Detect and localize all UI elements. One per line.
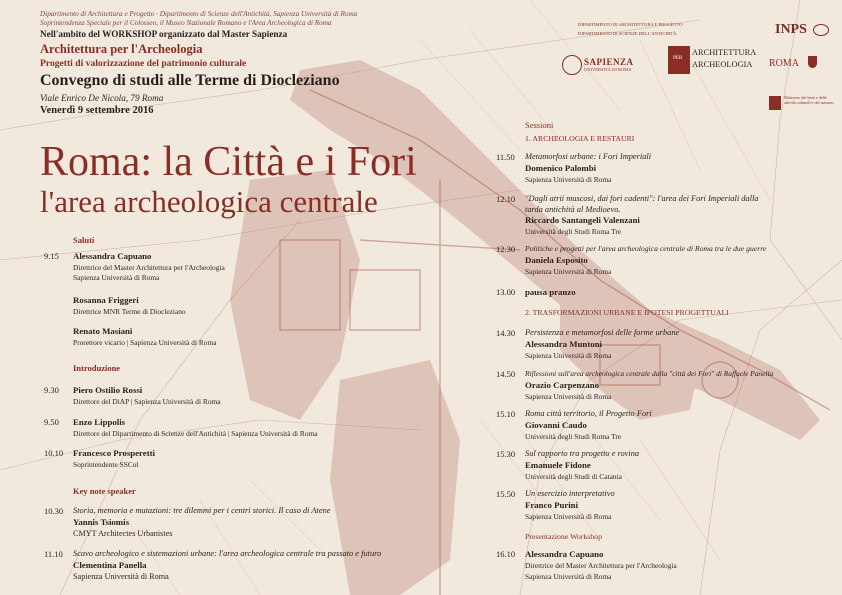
roma-logo: ROMA xyxy=(769,58,800,69)
intro-role-2: Direttore del Dipartimento di Scienze dell'Antichità | Sapienza Università di Roma xyxy=(73,429,318,438)
s2-name-2: Orazio Carpenzano xyxy=(525,380,600,390)
dept-label-2: DIPARTIMENTO DI SCIENZE DELL'ANTICHITÀ xyxy=(578,30,677,36)
convegno-title: Convegno di studi alle Terme di Diocleziano xyxy=(40,72,340,89)
lunch-time: 13.00 xyxy=(496,287,516,297)
dept-line-1: Dipartimento di Architettura e Progetto · Dipartimento di Scienze dell'Antichità, Sapienza Università di Roma xyxy=(40,10,358,18)
saluti-name-1: Alessandra Capuano xyxy=(73,251,152,261)
keynote-role-1: CMYT Architectes Urbanistes xyxy=(73,529,173,538)
master-title: Architettura per l'Archeologia xyxy=(40,42,203,56)
saluti-heading: Saluti xyxy=(73,235,95,245)
ministero-emblem-icon xyxy=(769,96,781,110)
presentation-heading: Presentazione Workshop xyxy=(525,532,602,541)
s1-name-1: Domenico Palombi xyxy=(525,163,597,173)
s2-role-3: Università degli Studi Roma Tre xyxy=(525,432,622,441)
intro-name-1: Piero Ostilio Rossi xyxy=(73,385,143,395)
subtitle: l'area archeologica centrale xyxy=(40,184,378,219)
keynote-heading: Key note speaker xyxy=(73,486,136,496)
intro-name-2: Enzo Lippolis xyxy=(73,417,126,427)
saluti-role-1b: Sapienza Università di Roma xyxy=(73,273,160,282)
dept-label-1: DIPARTIMENTO DI ARCHITETTURA E PROGETTO xyxy=(578,22,683,27)
s2-title-4: Sul rapporto tra progetto e rovina xyxy=(525,449,640,458)
keynote-name-1: Yannis Tsiomis xyxy=(73,517,129,527)
intro-name-3: Francesco Prosperetti xyxy=(73,448,155,458)
s2-time-4: 15.30 xyxy=(496,449,516,459)
colosseum-icon xyxy=(813,24,829,36)
s2-role-2: Sapienza Università di Roma xyxy=(525,392,612,401)
s1-role-2: Università degli Studi Roma Tre xyxy=(525,227,622,236)
s1-name-3: Daniela Esposito xyxy=(525,255,588,265)
s2-title-3: Roma città territorio, il Progetto Fori xyxy=(525,409,652,418)
sapienza-logo: SAPIENZA xyxy=(584,57,634,67)
s2-time-5: 15.50 xyxy=(496,489,516,499)
s1-role-3: Sapienza Università di Roma xyxy=(525,267,612,276)
s2-time-1: 14.30 xyxy=(496,328,516,338)
event-date: Venerdì 9 settembre 2016 xyxy=(40,105,154,116)
s2-time-3: 15.10 xyxy=(496,409,516,419)
session2-heading: 2. TRASFORMAZIONI URBANE E IPOTESI PROGETTUALI xyxy=(525,308,729,317)
keynote-role-2: Sapienza Università di Roma xyxy=(73,572,169,581)
intro-time-1: 9.30 xyxy=(44,385,59,395)
archi-logo-line2: ARCHEOLOGIA xyxy=(692,60,753,69)
s1-time-3: 12.30 xyxy=(496,244,516,254)
session1-heading: 1. ARCHEOLOGIA E RESTAURI xyxy=(525,134,635,143)
presentation-name: Alessandra Capuano xyxy=(525,549,604,559)
address: Viale Enrico De Nicola, 79 Roma xyxy=(40,93,164,103)
s1-time-2: 12.10 xyxy=(496,194,516,204)
dept-line-2: Soprintendenza Speciale per il Colosseo, il Museo Nazionale Romano e l'Area Archeologica di Roma xyxy=(40,19,332,27)
archi-logo-block xyxy=(668,46,690,74)
saluti-role-3: Prorettore vicario | Sapienza Università di Roma xyxy=(73,338,217,347)
s2-role-1: Sapienza Università di Roma xyxy=(525,351,612,360)
keynote-time-2: 11.10 xyxy=(44,549,63,559)
intro-time-2: 9.50 xyxy=(44,417,59,427)
s1-title-3: Politiche e progetti per l'area archeologica centrale di Roma tra le due guerre xyxy=(525,244,767,253)
s1-title-1: Metamorfosi urbane: i Fori Imperiali xyxy=(525,152,652,161)
presentation-role-2: Sapienza Università di Roma xyxy=(525,572,612,581)
saluti-name-3: Renato Masiani xyxy=(73,326,133,336)
s1-role-1: Sapienza Università di Roma xyxy=(525,175,612,184)
s2-name-1: Alessandra Muntoni xyxy=(525,339,602,349)
architettura-archeologia-logo xyxy=(668,46,760,74)
presentation-time: 16.10 xyxy=(496,549,516,559)
workshop-line: Nell'ambito del WORKSHOP organizzato dal Master Sapienza xyxy=(40,29,288,39)
saluti-time-1: 9.15 xyxy=(44,251,59,261)
master-subtitle: Progetti di valorizzazione del patrimonio culturale xyxy=(40,58,247,69)
presentation-role-1: Direttrice del Master Architettura per l'Archeologia xyxy=(525,561,677,570)
s2-role-4: Università degli Studi di Catania xyxy=(525,472,622,481)
dept-logos xyxy=(560,22,683,36)
intro-role-3: Soprintendente SSCol xyxy=(73,460,139,469)
intro-role-1: Direttore del DiAP | Sapienza Università di Roma xyxy=(73,397,221,406)
archi-logo-line1: ARCHITETTURA xyxy=(692,48,757,57)
s1-title-2b: tarda antichità al Medioevo. xyxy=(525,205,621,214)
saluti-role-2: Direttrice MNR Terme di Diocleziano xyxy=(73,307,186,316)
s2-name-4: Emanuele Fidone xyxy=(525,460,591,470)
keynote-title-2: Scavo archeologico e sistemazioni urbane: l'area archeologica centrale tra passato e futuro xyxy=(73,549,382,558)
intro-time-3: 10.10 xyxy=(44,448,64,458)
keynote-title-1: Storia, memoria e mutazioni: tre dilemmi per i centri storici. Il caso di Atene xyxy=(73,506,331,515)
sapienza-seal-icon xyxy=(562,55,582,75)
archi-logo-per: PER xyxy=(673,56,683,61)
main-title: Roma: la Città e i Fori xyxy=(40,139,417,185)
s2-title-1: Persistenza e metamorfosi delle forme urbane xyxy=(525,328,680,337)
saluti-role-1a: Direttrice del Master Architettura per l'Archeologia xyxy=(73,263,225,272)
inps-logo: INPS xyxy=(775,22,807,37)
s2-time-2: 14.50 xyxy=(496,369,516,379)
ministero-logo: Ministero dei beni e delle attività culturali e del turismo xyxy=(784,95,834,105)
s1-time-1: 11.50 xyxy=(496,152,515,162)
s2-name-3: Giovanni Caudo xyxy=(525,420,587,430)
s2-title-2: Riflessioni sull'area archeologica centrale dalla "città dei Fori" di Raffaele Panella xyxy=(525,369,774,378)
s1-name-2: Riccardo Santangeli Valenzani xyxy=(525,215,640,225)
keynote-name-2: Clementina Panella xyxy=(73,560,147,570)
s2-role-5: Sapienza Università di Roma xyxy=(525,512,612,521)
s2-name-5: Franco Purini xyxy=(525,500,579,510)
saluti-name-2: Rosanna Friggeri xyxy=(73,295,139,305)
sessioni-heading: Sessioni xyxy=(525,120,554,130)
s1-title-2: "Dagli atrii muscosi, dai fori cadenti": l'area dei Fori Imperiali dalla xyxy=(525,194,759,203)
keynote-time-1: 10.30 xyxy=(44,506,64,516)
intro-heading: Introduzione xyxy=(73,363,121,373)
sapienza-subtitle: UNIVERSITÀ DI ROMA xyxy=(584,67,632,72)
roma-shield-icon xyxy=(808,56,817,68)
s2-title-5: Un esercizio interpretativo xyxy=(525,489,615,498)
lunch-label: pausa pranzo xyxy=(525,287,576,297)
